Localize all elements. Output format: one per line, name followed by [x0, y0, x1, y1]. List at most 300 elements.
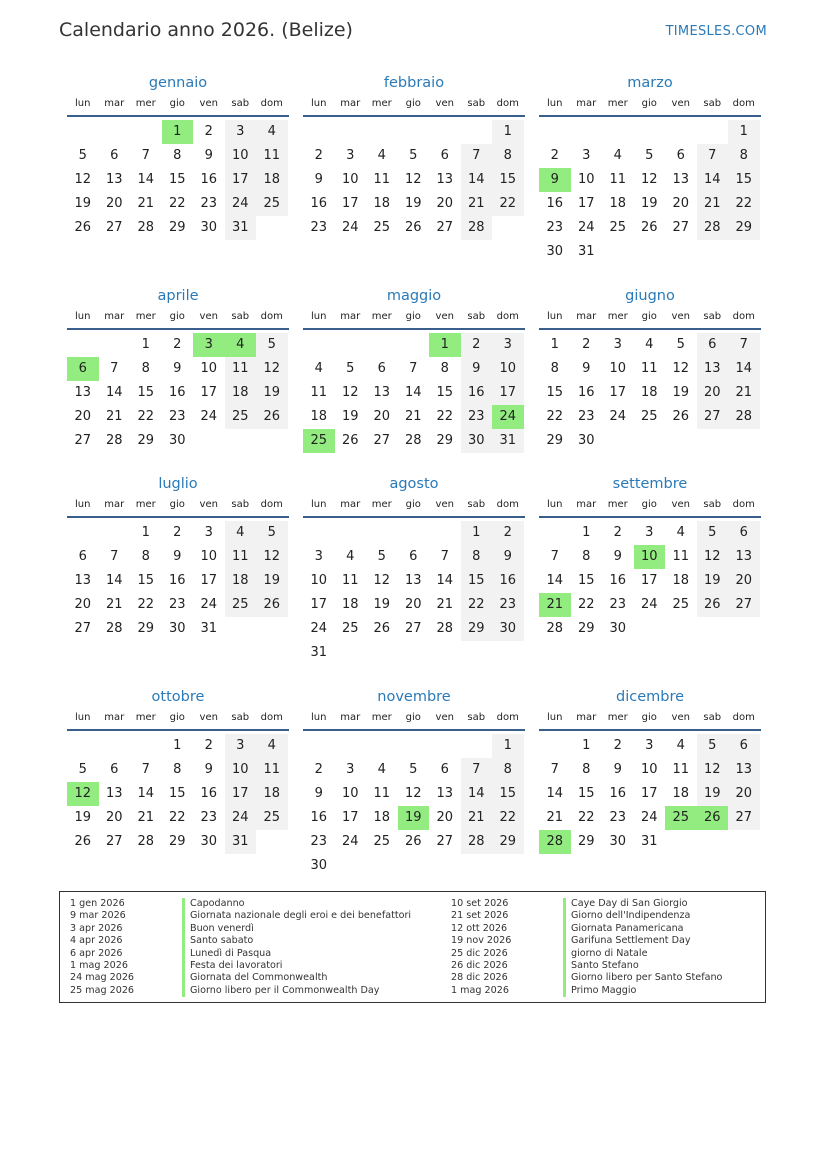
day-cell: 30: [461, 429, 493, 453]
day-cell: 20: [105, 810, 123, 825]
day-cell: 15: [577, 573, 595, 588]
day-cell: 22: [577, 810, 595, 825]
day-cell: 9: [204, 148, 213, 163]
empty-cell: [429, 521, 461, 545]
day-cell: 28: [436, 621, 454, 636]
day-cell: 7: [550, 762, 559, 777]
day-cell: 20: [672, 196, 690, 211]
day-cell: 14: [105, 385, 123, 400]
weekday-label: lun: [75, 499, 91, 510]
day-cell: 2: [613, 738, 622, 753]
day-cell: 14: [546, 786, 564, 801]
day-cell: 2: [314, 148, 323, 163]
day-cell: 1: [492, 120, 524, 144]
weekday-label: dom: [732, 712, 755, 723]
empty-cell: [99, 734, 131, 758]
holiday-date: 21 set 2026: [451, 910, 509, 922]
day-cell: 1: [582, 525, 591, 540]
day-cell: 15: [137, 573, 155, 588]
empty-cell: [335, 333, 367, 357]
day-cell: 20: [728, 782, 760, 806]
day-cell: 24: [225, 806, 257, 830]
holiday-date: 12 ott 2026: [451, 922, 508, 934]
day-cell: 24: [200, 597, 218, 612]
day-cell: 29: [461, 617, 493, 641]
weekday-label: ven: [435, 98, 454, 109]
day-cell: 16: [609, 786, 627, 801]
holiday-list-left: [70, 898, 411, 997]
holiday-item: [70, 972, 411, 984]
day-cell: 14: [546, 573, 564, 588]
day-cell: 22: [436, 409, 454, 424]
day-cell: 5: [346, 361, 355, 376]
holiday-day: 28: [539, 830, 571, 854]
day-cell: 28: [461, 216, 493, 240]
day-cell: 29: [168, 220, 186, 235]
day-cell: 27: [728, 593, 760, 617]
day-cell: 26: [256, 405, 288, 429]
day-cell: 13: [728, 545, 760, 569]
day-cell: 18: [373, 196, 391, 211]
day-cell: 28: [105, 621, 123, 636]
month-name: marzo: [627, 75, 673, 91]
weekday-label: lun: [311, 98, 327, 109]
weekday-header: [67, 306, 289, 330]
month-name: giugno: [625, 288, 675, 304]
day-cell: 17: [492, 381, 524, 405]
month-name: maggio: [386, 288, 442, 304]
day-cell: 6: [697, 333, 729, 357]
day-cell: 12: [341, 385, 359, 400]
day-cell: 13: [105, 786, 123, 801]
empty-cell: [429, 120, 461, 144]
weekday-label: mer: [371, 712, 392, 723]
holiday-name: Giornata nazionale degli eroi e dei benefattori: [182, 910, 411, 922]
day-cell: 25: [672, 597, 690, 612]
day-cell: 23: [200, 810, 218, 825]
day-cell: 18: [672, 573, 690, 588]
day-cell: 19: [404, 196, 422, 211]
day-cell: 25: [225, 593, 257, 617]
day-cell: 8: [582, 762, 591, 777]
holiday-name: Giorno libero per Santo Stefano: [563, 972, 722, 984]
weekday-label: dom: [732, 311, 755, 322]
weekday-label: sab: [231, 712, 250, 723]
day-cell: 22: [492, 192, 524, 216]
weekday-label: gio: [405, 499, 421, 510]
day-cell: 2: [613, 525, 622, 540]
day-cell: 17: [225, 168, 257, 192]
day-cell: 7: [110, 361, 119, 376]
holiday-name: Buon venerdì: [182, 923, 254, 935]
empty-cell: [130, 734, 162, 758]
empty-cell: [398, 333, 430, 357]
day-cell: 27: [728, 806, 760, 830]
day-cell: 3: [645, 525, 654, 540]
month-giugno: [539, 286, 761, 453]
day-cell: 23: [200, 196, 218, 211]
day-cell: 15: [168, 172, 186, 187]
days-grid: [67, 120, 289, 240]
holiday-date: 1 gen 2026: [70, 898, 125, 909]
days-grid: [303, 333, 525, 453]
weekday-label: lun: [75, 712, 91, 723]
day-cell: 24: [225, 192, 257, 216]
day-cell: 14: [461, 782, 493, 806]
day-cell: 7: [728, 333, 760, 357]
day-cell: 31: [225, 216, 257, 240]
holiday-item: [451, 935, 722, 947]
holiday-name: Lunedì di Pasqua: [182, 948, 271, 960]
holiday-item: [70, 923, 411, 935]
day-cell: 28: [105, 433, 123, 448]
holiday-date: 28 dic 2026: [451, 972, 508, 984]
empty-cell: [429, 734, 461, 758]
day-cell: 11: [373, 172, 391, 187]
day-cell: 13: [436, 786, 454, 801]
day-cell: 3: [582, 148, 591, 163]
day-cell: 6: [377, 361, 386, 376]
day-cell: 16: [200, 172, 218, 187]
day-cell: 29: [168, 834, 186, 849]
month-name: novembre: [377, 689, 451, 705]
weekday-label: lun: [547, 311, 563, 322]
day-cell: 31: [310, 645, 328, 660]
page-title: Calendario anno 2026. (Belize): [59, 19, 353, 41]
empty-cell: [67, 333, 99, 357]
day-cell: 26: [640, 220, 658, 235]
day-cell: 26: [373, 621, 391, 636]
weekday-label: dom: [496, 499, 519, 510]
day-cell: 3: [346, 762, 355, 777]
day-cell: 25: [640, 409, 658, 424]
day-cell: 13: [105, 172, 123, 187]
day-cell: 8: [173, 148, 182, 163]
day-cell: 21: [137, 196, 155, 211]
weekday-label: mar: [340, 98, 361, 109]
month-name: gennaio: [148, 75, 208, 91]
day-cell: 20: [74, 409, 92, 424]
day-cell: 11: [310, 385, 328, 400]
days-grid: [303, 120, 525, 240]
day-cell: 18: [310, 409, 328, 424]
day-cell: 13: [436, 172, 454, 187]
holiday-day: 4: [225, 333, 257, 357]
day-cell: 21: [436, 597, 454, 612]
day-cell: 2: [204, 124, 213, 139]
day-cell: 6: [440, 762, 449, 777]
weekday-label: mar: [104, 499, 125, 510]
day-cell: 28: [137, 834, 155, 849]
day-cell: 30: [577, 433, 595, 448]
weekday-label: sab: [703, 712, 722, 723]
weekday-header: [539, 707, 761, 731]
holiday-day: 26: [697, 806, 729, 830]
day-cell: 18: [225, 569, 257, 593]
day-cell: 1: [728, 120, 760, 144]
empty-cell: [303, 333, 335, 357]
day-cell: 9: [613, 762, 622, 777]
month-name: dicembre: [615, 689, 685, 705]
holiday-name: Giornata del Commonwealth: [182, 972, 327, 984]
holiday-item: [451, 923, 722, 935]
holiday-date: 1 mag 2026: [70, 959, 128, 971]
day-cell: 11: [256, 144, 288, 168]
day-cell: 14: [137, 172, 155, 187]
day-cell: 28: [728, 405, 760, 429]
empty-cell: [366, 333, 398, 357]
day-cell: 26: [404, 220, 422, 235]
day-cell: 30: [609, 834, 627, 849]
day-cell: 25: [373, 220, 391, 235]
day-cell: 5: [697, 521, 729, 545]
weekday-label: mer: [371, 98, 392, 109]
days-grid: [539, 521, 761, 641]
holiday-date: 10 set 2026: [451, 898, 509, 909]
weekday-label: mer: [607, 499, 628, 510]
weekday-label: mar: [340, 712, 361, 723]
weekday-label: lun: [547, 98, 563, 109]
holiday-item: [70, 948, 411, 960]
weekday-label: sab: [467, 311, 486, 322]
month-settembre: [539, 474, 761, 641]
days-grid: [67, 333, 289, 453]
day-cell: 21: [697, 192, 729, 216]
day-cell: 18: [640, 385, 658, 400]
day-cell: 17: [310, 597, 328, 612]
month-agosto: [303, 474, 525, 665]
weekday-label: mer: [607, 311, 628, 322]
day-cell: 27: [404, 621, 422, 636]
weekday-label: dom: [260, 712, 283, 723]
holiday-date: 9 mar 2026: [70, 910, 126, 922]
weekday-label: lun: [547, 499, 563, 510]
day-cell: 4: [613, 148, 622, 163]
holiday-name: giorno di Natale: [563, 948, 647, 960]
day-cell: 2: [314, 762, 323, 777]
weekday-label: mar: [340, 311, 361, 322]
day-cell: 23: [546, 220, 564, 235]
day-cell: 2: [550, 148, 559, 163]
empty-cell: [335, 734, 367, 758]
days-grid: [67, 521, 289, 641]
holiday-date: 25 dic 2026: [451, 947, 508, 959]
day-cell: 29: [577, 834, 595, 849]
day-cell: 22: [168, 810, 186, 825]
weekday-label: mer: [371, 499, 392, 510]
month-marzo: [539, 73, 761, 264]
day-cell: 6: [728, 521, 760, 545]
day-cell: 8: [492, 758, 524, 782]
weekday-label: gio: [169, 499, 185, 510]
weekday-label: dom: [260, 98, 283, 109]
month-febbraio: [303, 73, 525, 240]
days-grid: [67, 734, 289, 854]
holiday-name: Santo sabato: [182, 935, 253, 947]
day-cell: 18: [341, 597, 359, 612]
day-cell: 27: [373, 433, 391, 448]
day-cell: 29: [577, 621, 595, 636]
day-cell: 7: [141, 148, 150, 163]
weekday-label: ven: [199, 499, 218, 510]
day-cell: 28: [137, 220, 155, 235]
day-cell: 8: [173, 762, 182, 777]
holiday-name: Festa dei lavoratori: [182, 960, 282, 972]
weekday-label: gio: [405, 98, 421, 109]
day-cell: 19: [341, 409, 359, 424]
day-cell: 13: [697, 357, 729, 381]
empty-cell: [539, 521, 571, 545]
day-cell: 21: [461, 192, 493, 216]
day-cell: 30: [492, 617, 524, 641]
day-cell: 4: [225, 521, 257, 545]
weekday-label: mer: [371, 311, 392, 322]
empty-cell: [67, 734, 99, 758]
days-grid: [539, 120, 761, 264]
weekday-label: lun: [75, 98, 91, 109]
day-cell: 2: [204, 738, 213, 753]
day-cell: 24: [577, 220, 595, 235]
empty-cell: [99, 120, 131, 144]
day-cell: 5: [256, 521, 288, 545]
day-cell: 6: [110, 148, 119, 163]
day-cell: 27: [672, 220, 690, 235]
day-cell: 8: [141, 361, 150, 376]
day-cell: 13: [74, 573, 92, 588]
day-cell: 19: [256, 381, 288, 405]
weekday-label: mar: [104, 311, 125, 322]
day-cell: 24: [310, 621, 328, 636]
empty-cell: [571, 120, 603, 144]
holiday-name: Giorno dell'Indipendenza: [563, 910, 690, 922]
day-cell: 16: [310, 810, 328, 825]
day-cell: 5: [256, 333, 288, 357]
holiday-day: 24: [492, 405, 524, 429]
day-cell: 26: [404, 834, 422, 849]
day-cell: 5: [645, 148, 654, 163]
day-cell: 13: [404, 573, 422, 588]
day-cell: 30: [609, 621, 627, 636]
day-cell: 5: [409, 762, 418, 777]
day-cell: 22: [137, 409, 155, 424]
day-cell: 6: [676, 148, 685, 163]
empty-cell: [665, 120, 697, 144]
day-cell: 21: [105, 597, 123, 612]
day-cell: 20: [697, 381, 729, 405]
day-cell: 25: [256, 192, 288, 216]
day-cell: 17: [200, 385, 218, 400]
day-cell: 15: [546, 385, 564, 400]
day-cell: 5: [78, 148, 87, 163]
day-cell: 24: [640, 810, 658, 825]
empty-cell: [335, 120, 367, 144]
empty-cell: [602, 120, 634, 144]
day-cell: 24: [609, 409, 627, 424]
holiday-date: 6 apr 2026: [70, 947, 123, 959]
brand-link[interactable]: TIMESLES.COM: [665, 24, 767, 39]
day-cell: 4: [645, 337, 654, 352]
day-cell: 8: [440, 361, 449, 376]
weekday-label: lun: [311, 311, 327, 322]
day-cell: 17: [640, 786, 658, 801]
holiday-item: [451, 910, 722, 922]
weekday-label: mer: [135, 499, 156, 510]
weekday-label: ven: [671, 311, 690, 322]
weekday-label: gio: [641, 98, 657, 109]
weekday-label: dom: [732, 499, 755, 510]
day-cell: 10: [492, 357, 524, 381]
weekday-label: dom: [260, 499, 283, 510]
day-cell: 16: [200, 786, 218, 801]
day-cell: 22: [137, 597, 155, 612]
day-cell: 10: [577, 172, 595, 187]
day-cell: 27: [697, 405, 729, 429]
day-cell: 20: [436, 810, 454, 825]
day-cell: 26: [74, 834, 92, 849]
holiday-day: 9: [539, 168, 571, 192]
day-cell: 2: [582, 337, 591, 352]
day-cell: 3: [613, 337, 622, 352]
day-cell: 11: [373, 786, 391, 801]
weekday-label: mer: [607, 98, 628, 109]
day-cell: 11: [225, 545, 257, 569]
day-cell: 1: [173, 738, 182, 753]
month-aprile: [67, 286, 289, 453]
day-cell: 29: [137, 433, 155, 448]
day-cell: 16: [546, 196, 564, 211]
weekday-label: gio: [641, 311, 657, 322]
empty-cell: [99, 521, 131, 545]
day-cell: 29: [436, 433, 454, 448]
day-cell: 23: [492, 593, 524, 617]
day-cell: 16: [168, 385, 186, 400]
day-cell: 13: [74, 385, 92, 400]
day-cell: 2: [173, 525, 182, 540]
day-cell: 9: [314, 786, 323, 801]
day-cell: 19: [697, 782, 729, 806]
day-cell: 23: [168, 409, 186, 424]
weekday-label: dom: [496, 311, 519, 322]
weekday-label: sab: [231, 499, 250, 510]
weekday-label: ven: [671, 98, 690, 109]
day-cell: 31: [200, 621, 218, 636]
day-cell: 3: [225, 120, 257, 144]
weekday-label: mer: [135, 712, 156, 723]
days-grid: [303, 521, 525, 665]
days-grid: [539, 734, 761, 854]
weekday-label: dom: [496, 98, 519, 109]
weekday-label: lun: [311, 499, 327, 510]
day-cell: 27: [74, 433, 92, 448]
empty-cell: [398, 734, 430, 758]
day-cell: 17: [341, 810, 359, 825]
day-cell: 14: [697, 168, 729, 192]
weekday-label: ven: [199, 311, 218, 322]
day-cell: 10: [225, 144, 257, 168]
weekday-header: [303, 306, 525, 330]
day-cell: 24: [341, 220, 359, 235]
day-cell: 27: [74, 621, 92, 636]
weekday-label: ven: [435, 311, 454, 322]
empty-cell: [303, 734, 335, 758]
day-cell: 8: [141, 549, 150, 564]
day-cell: 24: [640, 597, 658, 612]
day-cell: 5: [697, 734, 729, 758]
weekday-label: mar: [340, 499, 361, 510]
day-cell: 1: [550, 337, 559, 352]
day-cell: 23: [609, 810, 627, 825]
day-cell: 2: [461, 333, 493, 357]
